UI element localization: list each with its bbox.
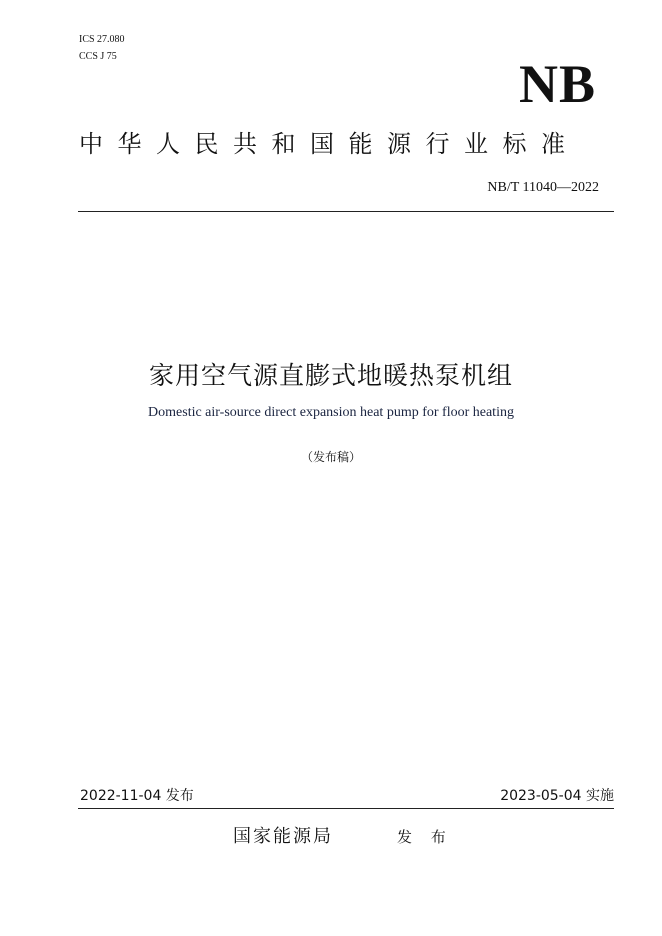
standard-logo: NB: [518, 54, 596, 114]
document-title-chinese: 家用空气源直膨式地暖热泵机组: [148, 361, 513, 390]
publish-label: 发 布: [397, 828, 453, 846]
implementation-date: 2023-05-04 实施: [500, 788, 614, 804]
standard-category: 中华人民共和国能源行业标准: [79, 130, 580, 158]
draft-note: （发布稿）: [300, 450, 361, 464]
document-title-english: Domestic air-source direct expansion heat pump for floor heating: [148, 405, 514, 420]
standard-number: NB/T 11040—2022: [487, 180, 599, 195]
issuing-authority: 国家能源局: [233, 826, 333, 847]
header-divider: [78, 211, 614, 212]
ics-code: ICS 27.080: [79, 34, 125, 45]
footer-divider: [78, 808, 614, 809]
ccs-code: CCS J 75: [79, 51, 117, 62]
issue-date: 2022-11-04 发布: [80, 788, 194, 804]
